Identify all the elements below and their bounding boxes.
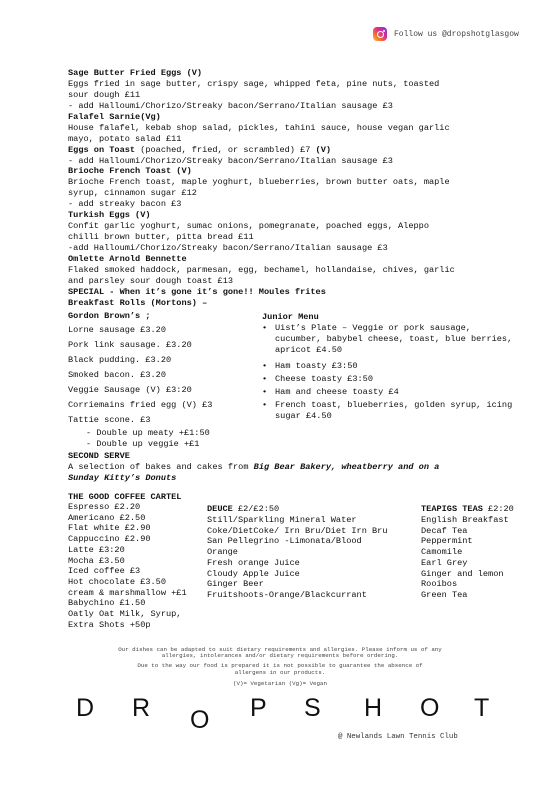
tea-item: Green Tea (421, 589, 468, 600)
second-serve-line (68, 462, 439, 473)
coffee-title: THE GOOD COFFEE CARTEL (68, 492, 182, 502)
club-location: @ Newlands Lawn Tennis Club (338, 733, 458, 741)
diet-key: (V)= Vegetarian (Vg)= Vegan (233, 680, 327, 687)
junior-item: • Cheese toasty £3:50 (275, 374, 520, 385)
coffee-item: Americano £2.50 (68, 512, 146, 523)
dish-line: sour dough £11 (68, 90, 141, 100)
dish-line: - add Halloumi/Chorizo/Streaky bacon/Serrano/Italian sausage £3 (68, 101, 393, 111)
deuce-title-row (207, 504, 279, 515)
dish-line: House falafel, kebab shop salad, pickles, tahini sauce, house vegan garlic (68, 123, 450, 133)
follow-us-text: Follow us @dropshotglasgow (394, 30, 519, 39)
logo-letter: O (190, 706, 210, 734)
rolls-extra: - Double up veggie +£1 (86, 439, 200, 449)
rolls-extra: - Double up meaty +£1:50 (86, 428, 210, 438)
logo-letter: R (132, 694, 151, 722)
deuce-item: Orange (207, 547, 238, 558)
teapigs-title-row (421, 504, 514, 515)
instagram-icon (373, 27, 387, 41)
tea-item: Rooibos (421, 579, 458, 590)
deuce-list (207, 515, 388, 601)
dish-line: Eggs fried in sage butter, crispy sage, whipped feta, pine nuts, toasted (68, 79, 440, 89)
junior-item: • Ham and cheese toasty £4 (275, 387, 520, 398)
coffee-item: Cappuccino £2.90 (68, 534, 151, 545)
dish-line: - add Halloumi/Chorizo/Streaky bacon/Serrano/Italian sausage £3 (68, 156, 393, 166)
special-line: SPECIAL - When it’s gone it’s gone!! Moules frites (68, 287, 326, 297)
dish-line: -add Halloumi/Chorizo/Streaky bacon/Serrano/Italian sausage £3 (68, 243, 388, 253)
second-serve-intro: A selection of bakes and cakes from (68, 462, 254, 472)
second-serve-line2: Sunday Kitty’s Donuts (68, 473, 177, 483)
dish-line: mayo, potato salad £11 (68, 134, 182, 144)
tea-item: English Breakfast (421, 515, 509, 525)
rolls-item: Tattie scone. £3 (68, 415, 151, 425)
coffee-item: Espresso £2.20 (68, 502, 141, 512)
dish-title-row (68, 145, 331, 156)
tea-item: Camomile (421, 547, 463, 558)
teapigs-list (421, 515, 509, 601)
deuce-item: Coke/DietCoke/ Irn Bru/Diet Irn Bru (207, 525, 388, 536)
dropshot-logo (70, 694, 500, 734)
dish-line: Brioche French toast, maple yoghurt, blueberries, brown butter oats, maple (68, 177, 450, 187)
rolls-item: Pork link sausage. £3.20 (68, 340, 192, 350)
coffee-item: Flat white £2.90 (68, 523, 151, 534)
logo-letter: S (304, 694, 321, 722)
allergy-note: allergies, intolerances and/or dietary requirements before ordering. (161, 652, 399, 659)
teapigs-title: TEAPIGS TEAS (421, 504, 483, 514)
allergy-note: Our dishes can be adapted to suit dietary requirements and allergies. Please inform us of any (118, 646, 442, 653)
allergen-note: allergens in our products. (234, 669, 326, 676)
deuce-item: Still/Sparkling Mineral Water (207, 515, 357, 525)
logo-letter: P (250, 694, 267, 722)
logo-letter: D (76, 694, 95, 722)
junior-title: Junior Menu (262, 312, 319, 322)
coffee-item: Babychino £1.50 (68, 598, 146, 609)
dish-title: Falafel Sarnie(Vg) (68, 112, 161, 122)
coffee-item: cream & marshmallow +£1 (68, 587, 187, 598)
tea-item: Ginger and lemon (421, 568, 504, 579)
dish-line: Confit garlic yoghurt, sumac onions, pomegranate, poached eggs, Aleppo (68, 221, 429, 231)
coffee-item: Oatly Oat Milk, Syrup, (68, 609, 182, 620)
coffee-item: Mocha £3.50 (68, 555, 125, 566)
second-serve-title: SECOND SERVE (68, 451, 130, 461)
coffee-list (68, 502, 187, 630)
deuce-price: £2/£2:50 (232, 504, 280, 514)
junior-item: • Uist’s Plate – Veggie or pork sausage, cucumber, babybel cheese, toast, blue berries, apricot £4.50 (275, 323, 520, 355)
dish-line: - add streaky bacon £3 (68, 199, 182, 209)
rolls-item: Lorne sausage £3.20 (68, 325, 166, 335)
deuce-item: Fresh orange Juice (207, 557, 300, 568)
rolls-item: Smoked bacon. £3.20 (68, 370, 166, 380)
coffee-item: Latte £3:20 (68, 544, 125, 555)
rolls-item: Black pudding. £3.20 (68, 355, 172, 365)
rolls-title: Breakfast Rolls (Mortons) – (68, 298, 208, 308)
rolls-subtitle: Gordon Brown’s ; (68, 311, 151, 321)
logo-letter: O (420, 694, 440, 722)
dish-title: Sage Butter Fried Eggs (V) (68, 68, 203, 78)
tea-item: Decaf Tea (421, 525, 468, 536)
deuce-title: DEUCE (207, 504, 233, 514)
dish-title-detail: (poached, fried, or scrambled) £7 (135, 145, 316, 155)
coffee-item: Extra Shots +50p (68, 619, 151, 630)
teapigs-price: £2:20 (482, 504, 514, 514)
dish-line: chilli brown butter, pitta bread £11 (68, 232, 254, 242)
dish-title: Omlette Arnold Bennette (68, 254, 187, 264)
dish-title: Turkish Eggs (V) (68, 210, 151, 220)
coffee-item: Hot chocolate £3.50 (68, 576, 166, 587)
rolls-item: Corriemains fried egg (V) £3 (68, 400, 213, 410)
tea-item: Earl Grey (421, 557, 468, 568)
allergen-note: Due to the way our food is prepared it is not possible to guarantee the absence of (137, 662, 423, 669)
junior-item: • Ham toasty £3:50 (275, 361, 520, 372)
dish-line: and parsley sour dough toast £13 (68, 276, 234, 286)
deuce-item: Cloudy Apple Juice (207, 568, 300, 579)
bakery-name: Big Bear Bakery, wheatberry and on a (253, 462, 440, 472)
deuce-item: Fruitshoots-Orange/Blackcurrant (207, 589, 367, 600)
logo-letter: H (364, 694, 383, 722)
coffee-item: Iced coffee £3 (68, 566, 141, 577)
dish-title: Eggs on Toast (68, 145, 136, 155)
deuce-item: San Pellegrino -Limonata/Blood (207, 536, 362, 547)
dish-title: Brioche French Toast (V) (68, 166, 192, 176)
dish-line: Flaked smoked haddock, parmesan, egg, bechamel, hollandaise, chives, garlic (68, 265, 455, 275)
dish-line: syrup, cinnamon sugar £12 (68, 188, 197, 198)
junior-item: • French toast, blueberries, golden syrup, icing sugar £4.50 (275, 400, 520, 422)
deuce-item: Ginger Beer (207, 579, 264, 590)
tea-item: Peppermint (421, 536, 473, 547)
logo-letter: T (474, 694, 490, 722)
dish-title-tag: (V) (315, 145, 332, 155)
rolls-item: Veggie Sausage (V) £3:20 (68, 385, 192, 395)
